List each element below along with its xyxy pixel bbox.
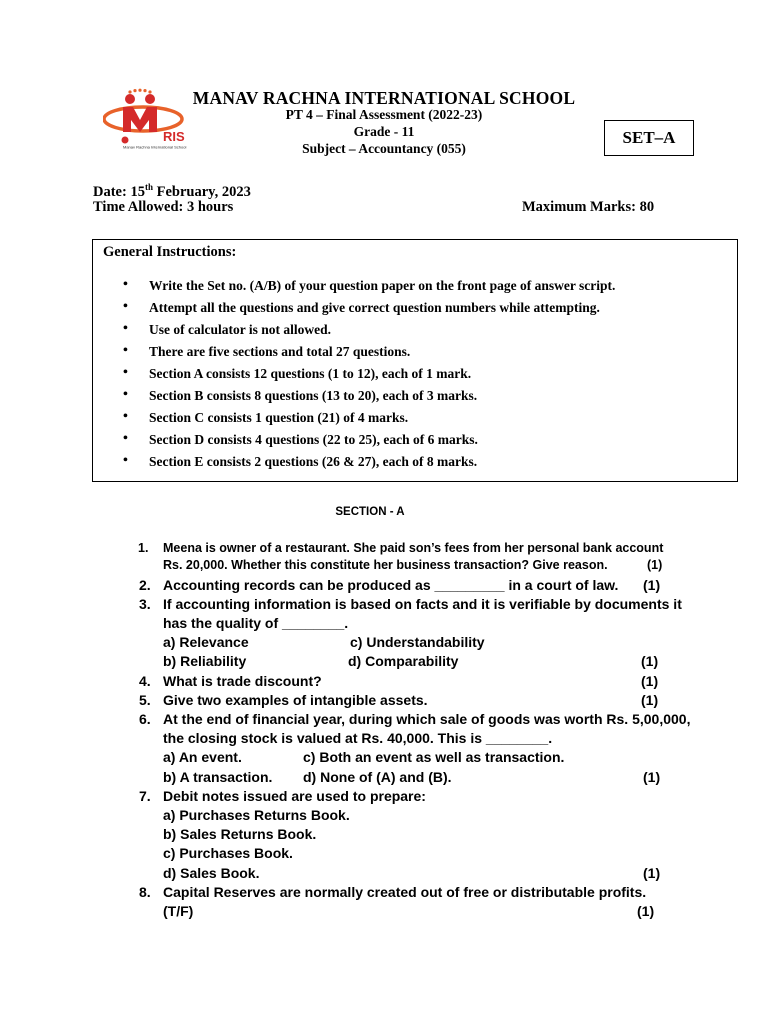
exam-date	[93, 182, 251, 201]
question-6-number: 6.	[139, 711, 151, 727]
question-number: 1.	[138, 541, 149, 555]
question-7-mark: (1)	[643, 865, 661, 881]
question-4-number: 4.	[139, 673, 151, 689]
logo-text: RIS	[163, 129, 185, 144]
question-5-text: Give two examples of intangible assets.	[163, 692, 428, 708]
question-3-option-c: c) Understandability	[350, 634, 485, 650]
question-6-text: At the end of financial year, during which sale of goods was worth Rs. 5,00,000,	[163, 711, 691, 727]
question-7-option-d: d) Sales Book.	[163, 865, 260, 881]
bullet-icon: •	[123, 299, 128, 314]
question-6-option-b: b) A transaction.	[163, 769, 273, 785]
bullet-icon: •	[123, 343, 128, 358]
bullet-icon: •	[123, 431, 128, 446]
general-instructions-box: General Instructions: • Write the Set no. (A/B) of your question paper on the front page of answer script. • Attempt all the questions and give correct question numbers while attempting. • Use of calculator is not allowed. • There are five sections and total 27 questions. • Section A consists 12 questions (1 to 12), each of 1 mark. • Section B consists 8 questions (13 to 20), each of 3 marks. • Section C consists 1 question (21) of 4 marks. • Section D consists 4 questions (22 to 25), each of 6 marks. • Section E consists 2 questions (26 & 27), each of 8 marks.	[92, 239, 738, 482]
grade: Grade - 11	[353, 124, 415, 139]
question-3-option-d: d) Comparability	[348, 653, 459, 669]
question-5-mark: (1)	[641, 692, 659, 708]
bullet-icon: •	[123, 365, 128, 380]
question-6-mark: (1)	[643, 769, 661, 785]
question-5-number: 5.	[139, 692, 151, 708]
exam-title: PT 4 – Final Assessment (2022-23)	[285, 107, 483, 122]
instructions-title: General Instructions:	[103, 244, 237, 260]
question-7-number: 7.	[139, 788, 151, 804]
question-7-option-c: c) Purchases Book.	[163, 845, 293, 861]
set-label: SET–A	[604, 120, 694, 156]
bullet-icon: •	[123, 277, 128, 292]
bullet-icon: •	[123, 409, 128, 424]
date-prefix: Date: 15	[93, 183, 145, 200]
bullet-icon: •	[123, 453, 128, 468]
max-marks: Maximum Marks: 80	[522, 199, 655, 215]
section-a-heading: SECTION - A	[335, 506, 405, 518]
question-3-option-a: a) Relevance	[163, 634, 249, 650]
question-2-text: Accounting records can be produced as _________ in a court of law.	[163, 577, 619, 593]
question-2-mark: (1)	[643, 577, 661, 593]
question-3-number: 3.	[139, 596, 151, 612]
question-2-number: 2.	[139, 577, 151, 593]
question-3-mark: (1)	[641, 653, 659, 669]
question-3-text-line-2: has the quality of ________.	[163, 615, 349, 631]
subject: Subject – Accountancy (055)	[302, 141, 466, 156]
question-4-text: What is trade discount?	[163, 673, 322, 689]
question-1-mark: (1)	[647, 558, 663, 572]
question-text: Meena is owner of a restaurant. She paid son’s fees from her personal bank account	[163, 541, 664, 555]
question-1-line-2: Rs. 20,000. Whether this constitute her business transaction? Give reason.	[163, 558, 608, 572]
question-8-text: Capital Reserves are normally created out of free or distributable profits.	[163, 884, 647, 900]
question-7-text: Debit notes issued are used to prepare:	[163, 788, 426, 804]
question-8-number: 8.	[139, 884, 151, 900]
logo-caption: Manav Rachna International School	[123, 144, 187, 150]
question-6-text-line-2: the closing stock is valued at Rs. 40,000. This is ________.	[163, 730, 553, 746]
question-7-option-a: a) Purchases Returns Book.	[163, 807, 350, 823]
question-8-mark: (1)	[637, 903, 655, 919]
time-allowed: Time Allowed: 3 hours	[93, 199, 234, 215]
question-4-mark: (1)	[641, 673, 659, 689]
date-suffix: February, 2023	[152, 183, 251, 200]
question-6-option-a: a) An event.	[163, 749, 242, 765]
question-6-option-d: d) None of (A) and (B).	[303, 769, 452, 785]
question-3-text: If accounting information is based on facts and it is verifiable by documents it	[163, 596, 682, 612]
school-name: MANAV RACHNA INTERNATIONAL SCHOOL	[192, 88, 576, 108]
bullet-icon: •	[123, 321, 128, 336]
question-8-text-line-2: (T/F)	[163, 903, 194, 919]
date-superscript: th	[144, 182, 153, 192]
bullet-icon: •	[123, 387, 128, 402]
question-3-option-b: b) Reliability	[163, 653, 247, 669]
question-7-option-b: b) Sales Returns Book.	[163, 826, 317, 842]
question-6-option-c: c) Both an event as well as transaction.	[303, 749, 565, 765]
